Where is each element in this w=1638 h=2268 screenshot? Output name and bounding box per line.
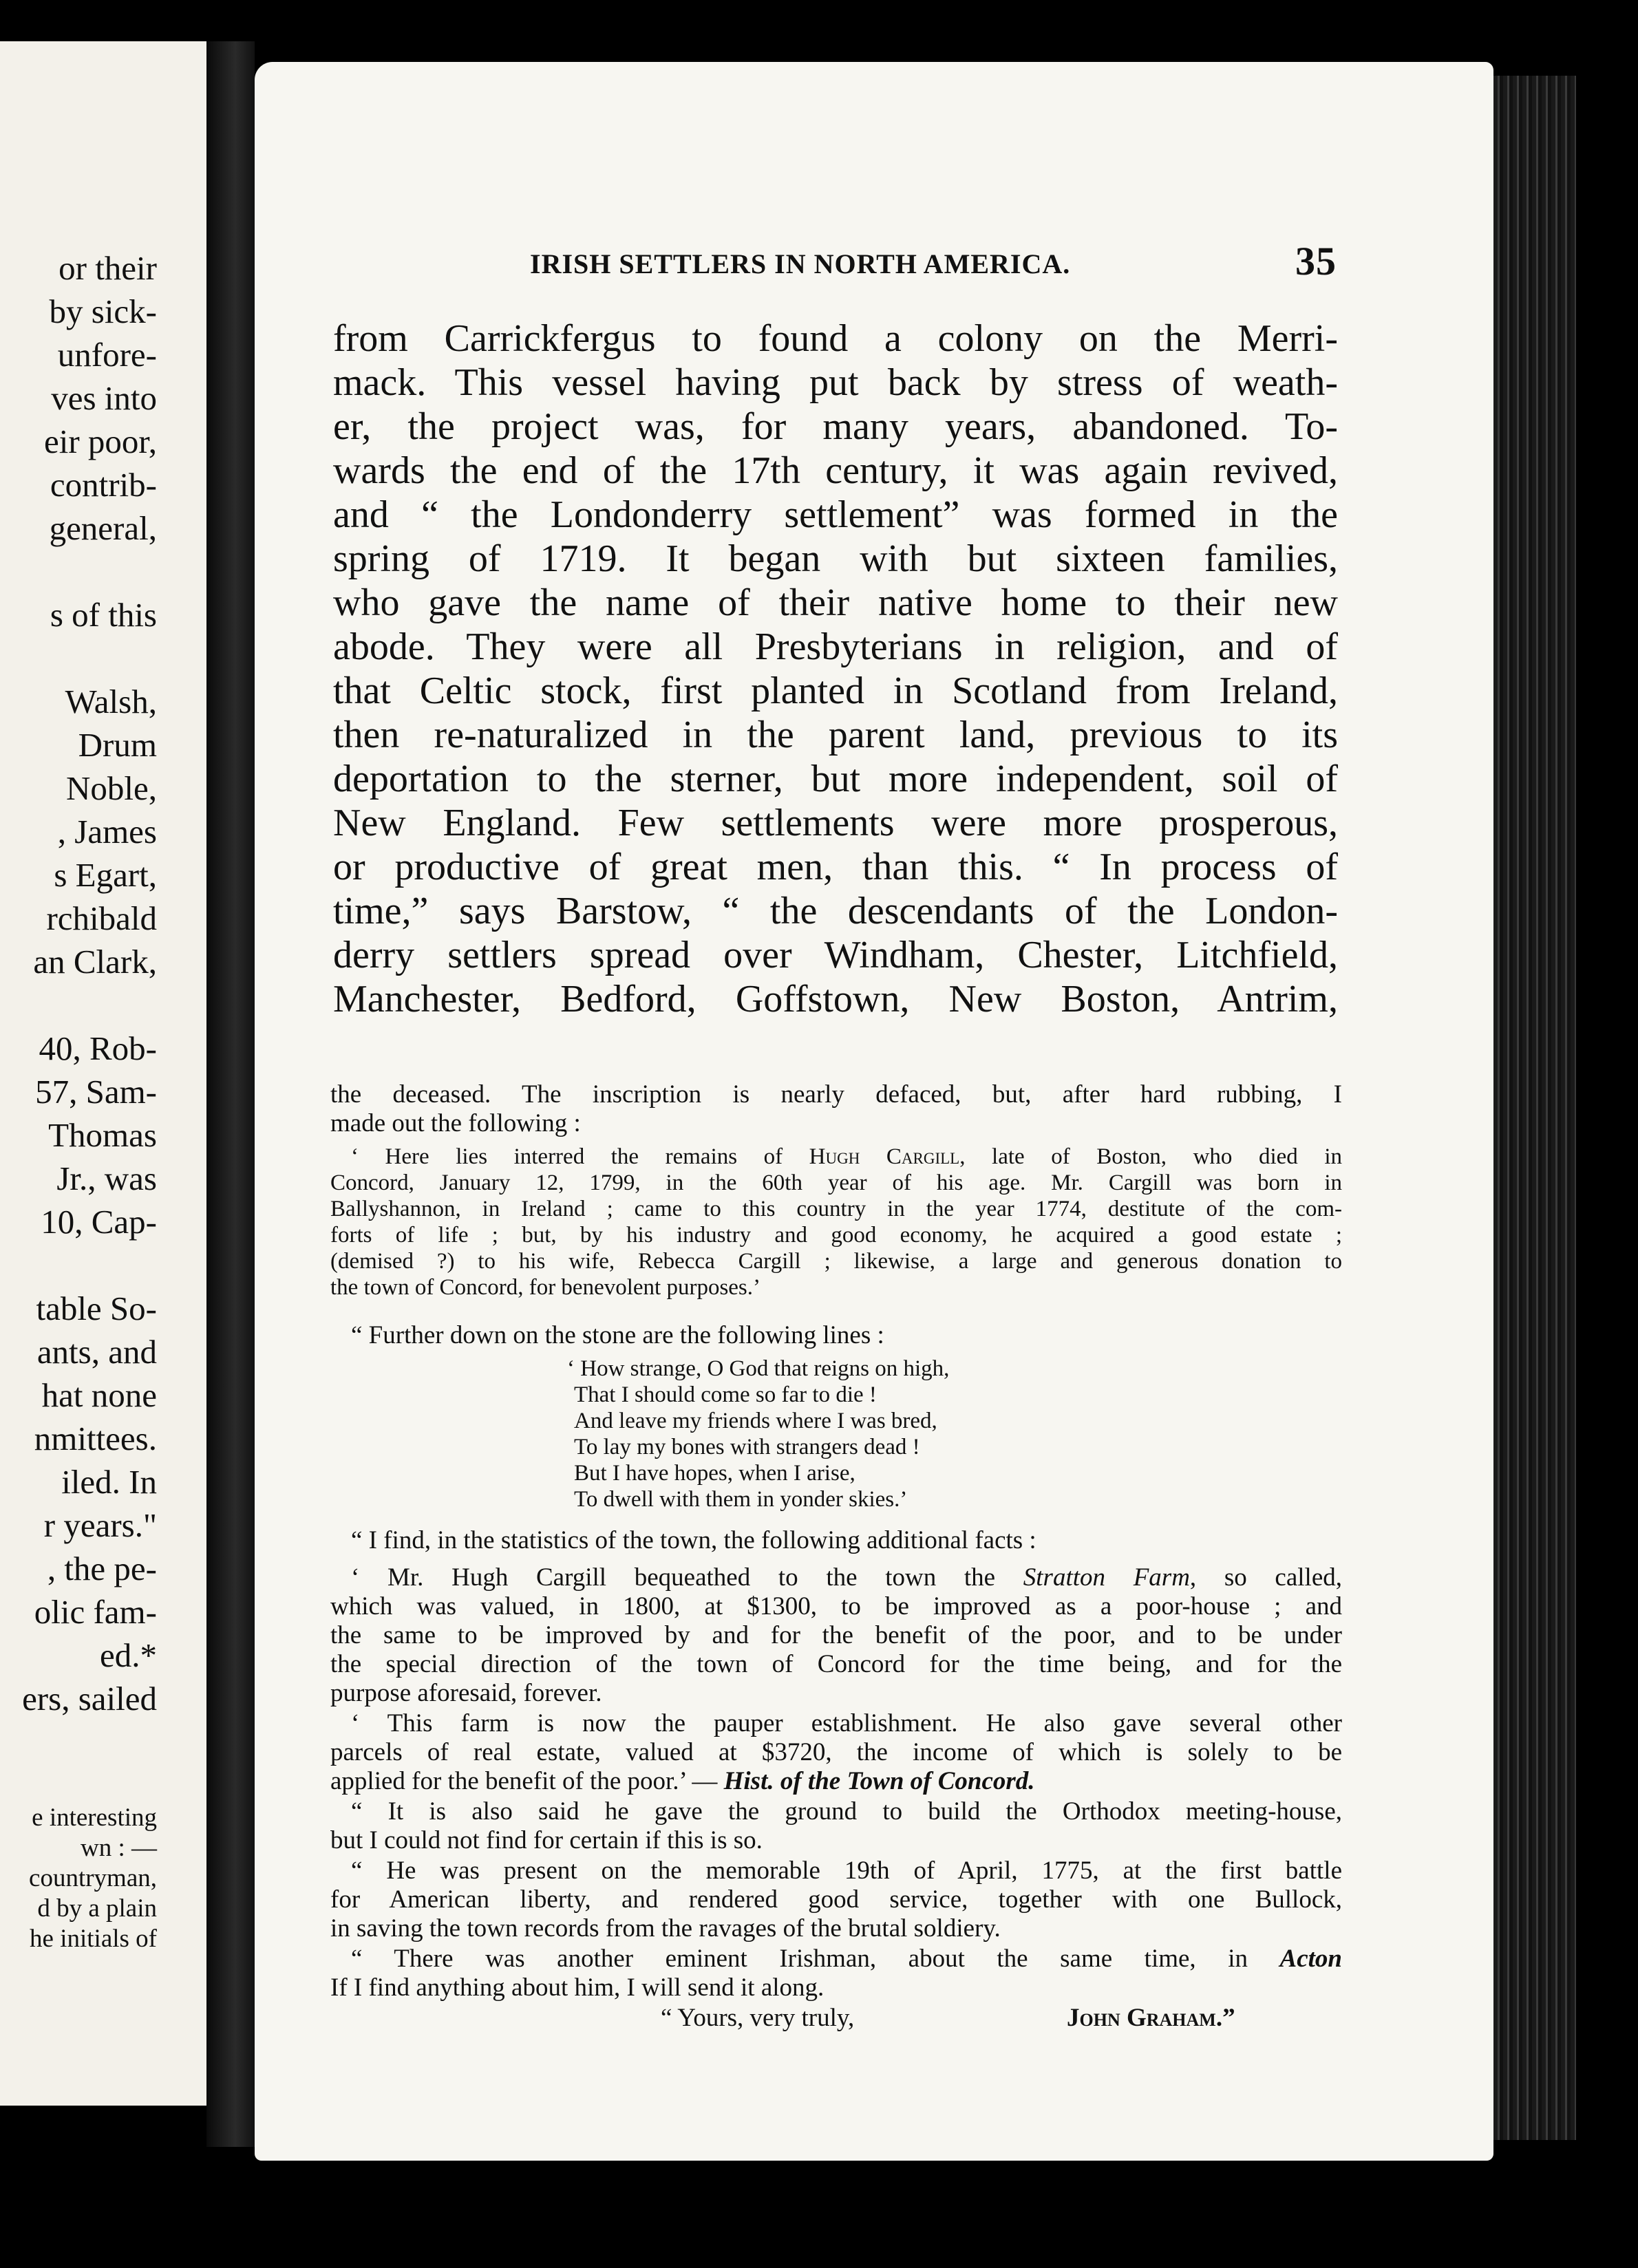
inscription-name: Hugh Cargill xyxy=(809,1144,960,1169)
footnote-line: in saving the town records from the ravages of the brutal soldiery. xyxy=(330,1914,1001,1943)
body-line: then re-naturalized in the parent land, previous to its xyxy=(333,714,1338,756)
letter-closing: “ Yours, very truly, xyxy=(661,2004,855,2032)
footnote-line: “ Further down on the stone are the following lines : xyxy=(351,1321,884,1349)
left-page-line: general, xyxy=(49,509,157,547)
left-page-line: an Clark, xyxy=(33,943,157,981)
left-page-line: Thomas xyxy=(48,1116,157,1154)
inscription-line: Ballyshannon, in Ireland ; came to this country in the year 1774, destitute of the com- xyxy=(330,1197,1342,1221)
left-page-line: ed.* xyxy=(100,1636,157,1674)
left-page-line: 40, Rob- xyxy=(39,1029,157,1067)
footnote-line: parcels of real estate, valued at $3720, the income of which is solely to be xyxy=(330,1738,1342,1766)
left-page-footnote-line: e interesting xyxy=(32,1804,157,1832)
footnote-line: “ It is also said he gave the ground to build the Orthodox meeting-house, xyxy=(351,1797,1342,1826)
left-page-line: iled. In xyxy=(61,1463,157,1501)
body-line: who gave the name of their native home to their new xyxy=(333,581,1338,624)
footnote-text: “ There was another eminent Irishman, about the same time, in xyxy=(351,1945,1280,1973)
body-line: that Celtic stock, first planted in Scotland from Ireland, xyxy=(333,670,1338,712)
left-page-line: s Egart, xyxy=(54,856,157,894)
left-page-footnote-line: countryman, xyxy=(29,1864,157,1892)
footnote-line: which was valued, in 1800, at $1300, to be improved as a poor-house ; and xyxy=(330,1592,1342,1620)
body-line: abode. They were all Presbyterians in religion, and of xyxy=(333,625,1338,668)
footnote-line: ‘ This farm is now the pauper establishment. He also gave several other xyxy=(351,1709,1342,1737)
footnote-line: the special direction of the town of Concord for the time being, and for the xyxy=(330,1650,1342,1678)
left-page-line: Jr., was xyxy=(56,1159,157,1197)
left-page-line: r years." xyxy=(43,1506,157,1544)
left-page-line: olic fam- xyxy=(34,1593,157,1631)
footnote-line: If I find anything about him, I will send it along. xyxy=(330,1973,825,2002)
body-line: Manchester, Bedford, Goffstown, New Boston, Antrim, xyxy=(333,978,1338,1020)
left-page-line: contrib- xyxy=(50,466,157,504)
left-page-line: eir poor, xyxy=(43,422,157,460)
poem-line: And leave my friends where I was bred, xyxy=(574,1409,937,1433)
footnote-citation: Hist. of the Town of Concord. xyxy=(723,1767,1035,1795)
footnote-italic: Stratton Farm xyxy=(1023,1563,1190,1592)
body-line: time,” says Barstow, “ the descendants of the London- xyxy=(333,890,1338,932)
footnote-line: but I could not find for certain if this is so. xyxy=(330,1826,763,1854)
running-head-title: IRISH SETTLERS IN NORTH AMERICA. xyxy=(530,248,1071,279)
footnote-line: the same to be improved by and for the benefit of the poor, and to be under xyxy=(330,1621,1342,1649)
left-page-line: ers, sailed xyxy=(22,1680,157,1718)
left-page-line: Walsh, xyxy=(65,683,157,720)
body-line: spring of 1719. It began with but sixteen families, xyxy=(333,537,1338,580)
footnote-line: made out the following : xyxy=(330,1109,581,1137)
letter-signature: John Graham.” xyxy=(1067,2004,1235,2032)
left-page-line: 57, Sam- xyxy=(35,1073,157,1111)
left-page-line: s of this xyxy=(50,596,157,634)
left-page-line: 10, Cap- xyxy=(41,1203,157,1241)
body-line: mack. This vessel having put back by stress of weath- xyxy=(333,361,1338,404)
poem-line: To lay my bones with strangers dead ! xyxy=(574,1435,920,1459)
book-page xyxy=(255,62,1493,2161)
footnote-line: purpose aforesaid, forever. xyxy=(330,1679,602,1707)
poem-line: ‘ How strange, O God that reigns on high, xyxy=(567,1356,950,1381)
left-page-line: ves into xyxy=(51,379,157,417)
book-gutter xyxy=(206,41,255,2147)
inscription-text: ‘ Here lies interred the remains of xyxy=(351,1144,809,1169)
body-line: deportation to the sterner, but more independent, soil of xyxy=(333,758,1338,800)
inscription-text: , late of Boston, who died in xyxy=(959,1144,1342,1169)
body-line: from Carrickfergus to found a colony on the Merri- xyxy=(333,317,1338,360)
inscription-line: Concord, January 12, 1799, in the 60th year of his age. Mr. Cargill was born in xyxy=(330,1170,1342,1195)
left-facing-page xyxy=(0,41,209,2106)
body-line: derry settlers spread over Windham, Chester, Litchfield, xyxy=(333,934,1338,976)
footnote-line xyxy=(330,1945,1342,1973)
body-line: or productive of great men, than this. “ In process of xyxy=(333,846,1338,888)
page-number: 35 xyxy=(1295,239,1337,284)
body-line: wards the end of the 17th century, it was again revived, xyxy=(333,449,1338,492)
inscription-line: forts of life ; but, by his industry and good economy, he acquired a good estate ; xyxy=(330,1223,1342,1248)
body-line: and “ the Londonderry settlement” was formed in the xyxy=(333,493,1338,536)
left-page-line: by sick- xyxy=(49,292,157,330)
left-page-line: table So- xyxy=(36,1290,157,1327)
left-page-line: or their xyxy=(58,249,157,287)
footnote-line: the deceased. The inscription is nearly defaced, but, after hard rubbing, I xyxy=(330,1080,1342,1109)
footnote-line: “ He was present on the memorable 19th of April, 1775, at the first battle xyxy=(351,1857,1342,1885)
left-page-line: rchibald xyxy=(46,899,157,937)
left-page-line: Drum xyxy=(78,726,157,764)
inscription-line xyxy=(330,1144,1342,1170)
footnote-text: applied for the benefit of the poor.’ — xyxy=(330,1767,724,1795)
left-page-line: , the pe- xyxy=(47,1550,157,1587)
page-edge xyxy=(1493,76,1576,2140)
left-page-line: , James xyxy=(57,813,157,850)
inscription-line: (demised ?) to his wife, Rebecca Cargill ; likewise, a large and generous donation to xyxy=(330,1249,1342,1274)
footnote-text: , so called, xyxy=(1189,1563,1342,1592)
left-page-footnote-line: d by a plain xyxy=(37,1894,157,1923)
body-line: er, the project was, for many years, abandoned. To- xyxy=(333,405,1338,448)
footnote-line xyxy=(330,1563,1342,1592)
poem-line: But I have hopes, when I arise, xyxy=(574,1461,855,1486)
inscription-line: the town of Concord, for benevolent purposes.’ xyxy=(330,1275,761,1300)
footnote-italic: Acton xyxy=(1279,1945,1342,1973)
left-page-line: hat none xyxy=(41,1376,157,1414)
left-page-footnote-line: wn : — xyxy=(81,1834,157,1862)
left-page-footnote-line: he initials of xyxy=(30,1925,157,1953)
footnote-line: “ I find, in the statistics of the town, the following additional facts : xyxy=(351,1526,1036,1554)
left-page-line: Noble, xyxy=(66,769,157,807)
body-line: New England. Few settlements were more prosperous, xyxy=(333,802,1338,844)
footnote-line: for American liberty, and rendered good service, together with one Bullock, xyxy=(330,1885,1342,1914)
left-page-line: ants, and xyxy=(36,1333,157,1371)
left-page-line: unfore- xyxy=(57,336,157,374)
footnote-text: ‘ Mr. Hugh Cargill bequeathed to the town the xyxy=(351,1563,1023,1592)
left-page-line: nmittees. xyxy=(34,1420,157,1457)
poem-line: That I should come so far to die ! xyxy=(574,1382,877,1407)
poem-line: To dwell with them in yonder skies.’ xyxy=(574,1487,908,1512)
footnote-line xyxy=(330,1767,1342,1796)
